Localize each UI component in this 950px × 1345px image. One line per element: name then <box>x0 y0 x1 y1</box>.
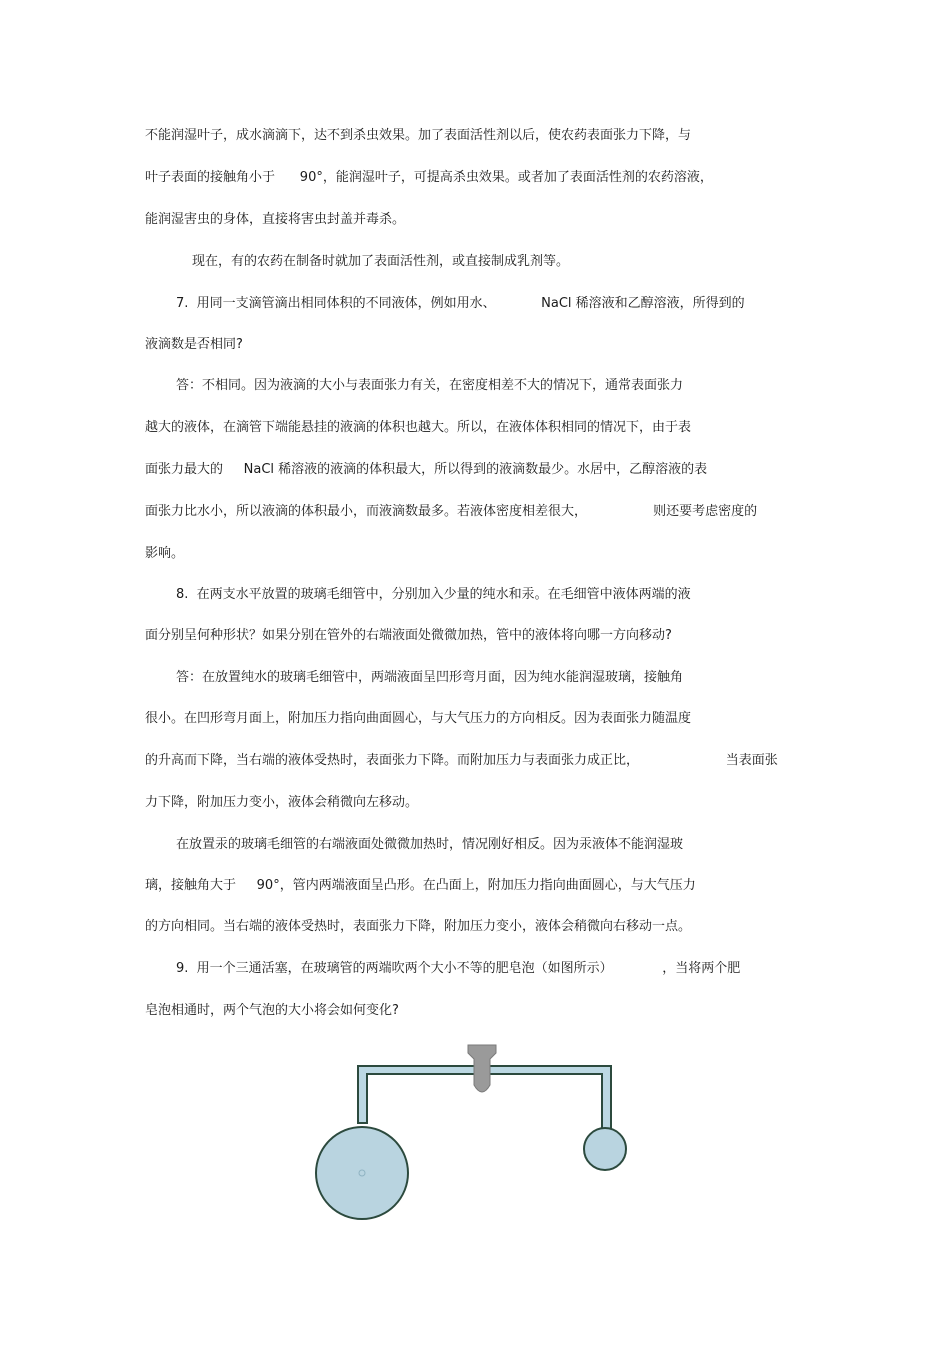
text-line: 不能润湿叶子，成水滴滴下，达不到杀虫效果。加了表面活性剂以后，使农药表面张力下降，与 <box>145 128 692 143</box>
text-line: 越大的液体，在滴管下端能悬挂的液滴的体积也越大。所以，在液体体积相同的情况下，由于表 <box>145 420 692 435</box>
large-bubble <box>316 1127 408 1219</box>
text-line: 力下降，附加压力变小，液体会稍微向左移动。 <box>145 795 419 810</box>
text-line: 面张力最大的 NaCl 稀溶液的液滴的体积最大，所以得到的液滴数最少。水居中，乙醇溶液的表 <box>145 462 708 477</box>
text-line: 8. 在两支水平放置的玻璃毛细管中，分别加入少量的纯水和汞。在毛细管中液体两端的液 <box>176 587 691 602</box>
text-line: 面张力比水小，所以液滴的体积最小，而液滴数最多。若液体密度相差很大， 则还要考虑密度的 <box>145 504 758 519</box>
text-line: 在放置汞的玻璃毛细管的右端液面处微微加热时，情况刚好相反。因为汞液体不能润湿玻 <box>176 837 684 852</box>
text-line: 的升高而下降，当右端的液体受热时，表面张力下降。而附加压力与表面张力成正比， 当表面张 <box>145 753 778 768</box>
text-line: 璃，接触角大于 90°，管内两端液面呈凸形。在凸面上，附加压力指向曲面圆心，与大气压力 <box>145 878 696 893</box>
text-line: 答：不相同。因为液滴的大小与表面张力有关，在密度相差不大的情况下，通常表面张力 <box>176 378 684 393</box>
text-line: 的方向相同。当右端的液体受热时，表面张力下降，附加压力变小，液体会稍微向右移动一点。 <box>145 919 692 934</box>
text-line: 叶子表面的接触角小于 90°，能润湿叶子，可提高杀虫效果。或者加了表面活性剂的农药溶液， <box>145 170 713 185</box>
text-line: 很小。在凹形弯月面上，附加压力指向曲面圆心，与大气压力的方向相反。因为表面张力随温度 <box>145 711 692 726</box>
text-line: 皂泡相通时，两个气泡的大小将会如何变化? <box>145 1003 399 1018</box>
text-line: 现在，有的农药在制备时就加了表面活性剂，或直接制成乳剂等。 <box>192 254 570 269</box>
text-line: 液滴数是否相同? <box>145 337 243 352</box>
text-line: 9. 用一个三通活塞，在玻璃管的两端吹两个大小不等的肥皂泡（如图所示） ，当将两个肥 <box>176 961 741 976</box>
soap-bubble-diagram <box>300 1035 650 1235</box>
text-line: 面分别呈何种形状？如果分别在管外的右端液面处微微加热，管中的液体将向哪一方向移动? <box>145 628 672 643</box>
text-line: 影响。 <box>145 546 185 561</box>
text-line: 答：在放置纯水的玻璃毛细管中，两端液面呈凹形弯月面，因为纯水能润湿玻璃，接触角 <box>176 670 684 685</box>
text-line: 能润湿害虫的身体，直接将害虫封盖并毒杀。 <box>145 212 406 227</box>
text-line: 7. 用同一支滴管滴出相同体积的不同液体，例如用水、 NaCl 稀溶液和乙醇溶液，所得到的 <box>176 296 745 311</box>
small-bubble <box>584 1128 626 1170</box>
